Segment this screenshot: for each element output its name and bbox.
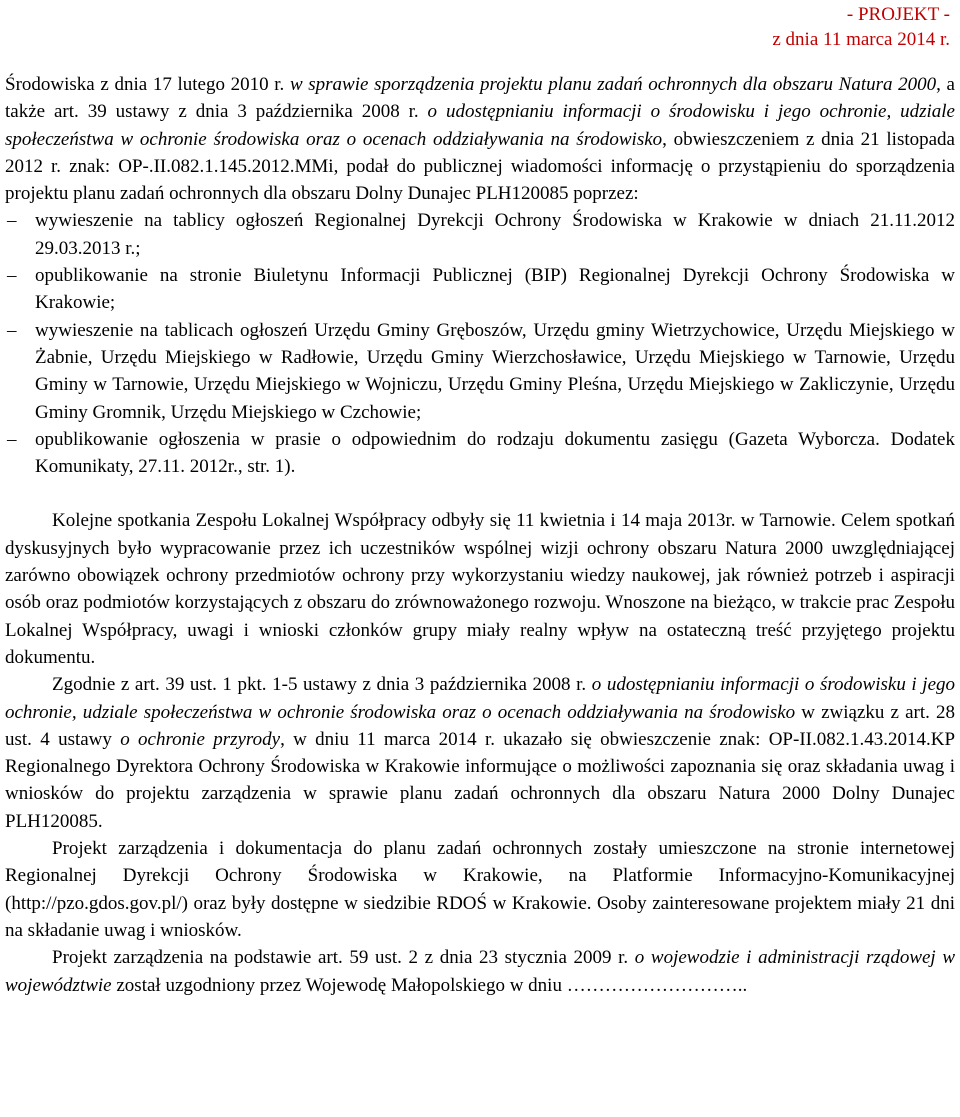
law-text-1: Zgodnie z art. 39 ust. 1 pkt. 1-5 ustawy z dnia 3 października 2008 r. xyxy=(52,674,592,696)
law-italic-1: o udostępnianiu informacji o środowisku i jego ochronie, udziale społeczeństwa w ochronie środowiska oraz o ocenach oddziaływania na środowisko xyxy=(5,674,955,723)
list-item-text: opublikowanie ogłoszenia w prasie o odpowiednim do rodzaju dokumentu zasięgu (Gazeta Wyborcza. Dodatek Komunikaty, 27.11. 2012r., str. 1). xyxy=(35,428,955,478)
dash-marker: – xyxy=(7,265,17,287)
paragraph-spacer xyxy=(5,480,955,507)
agreement-text-2: został uzgodniony przez Wojewodę Małopolskiego w dniu xyxy=(111,974,567,996)
law-italic-2: o ochronie przyrody xyxy=(120,728,281,750)
project-status-label: - PROJEKT - xyxy=(846,4,950,25)
list-item-text: opublikowanie na stronie Biuletynu Informacji Publicznej (BIP) Regionalnej Dyrekcji Ochrony Środowiska w Krakowie; xyxy=(35,265,955,314)
list-item xyxy=(5,426,955,481)
list-item-text: wywieszenie na tablicach ogłoszeń Urzędu Gminy Gręboszów, Urzędu gminy Wietrzychowice, Urzędu Miejskiego w Żabnie, Urzędu Miejskiego w Radłowie, Urzędu Gminy Wierzchosławice, Urzędu Miejskiego w Tarnowie, Urzędu Gminy w Tarnowie, Urzędu Miejskiego w Wojniczu, Urzędu Gminy Pleśna, Urzędu Miejskiego w Zakliczynie, Urzędu Gminy Gromnik, Urzędu Miejskiego w Czchowie; xyxy=(35,319,955,423)
document-header xyxy=(772,2,950,52)
list-item xyxy=(5,207,955,262)
dash-marker: – xyxy=(7,210,17,232)
document-body xyxy=(5,71,955,999)
project-date-label: z dnia 11 marca 2014 r. xyxy=(772,29,950,50)
intro-paragraph xyxy=(5,71,955,207)
law-text-3: , w dniu 11 marca 2014 r. ukazało się obwieszczenie znak: OP-II.082.1.43.2014.KP Regionalnego Dyrektora Ochrony Środowiska w Krakowie informujące o możliwości zapoznania się oraz składania uwag i wniosków do projektu zarządzenia w sprawie planu zadań ochronnych dla obszaru Natura 2000 Dolny Dunajec PLH120085. xyxy=(5,728,956,832)
intro-italic-1: w sprawie sporządzenia projektu planu zadań ochronnych dla obszaru Natura 2000 xyxy=(289,74,937,95)
announcement-list xyxy=(5,207,955,480)
intro-italic-2: o udostępnianiu informacji o środowisku i jego ochronie, udziale społeczeństwa w ochronie środowiska oraz o ocenach oddziaływania na środowisko xyxy=(5,101,955,150)
dash-marker: – xyxy=(7,319,17,341)
agreement-date-placeholder: ……………………….. xyxy=(566,974,748,996)
law-paragraph xyxy=(5,671,955,835)
agreement-italic-1: o wojewodzie i administracji rządowej w województwie xyxy=(5,947,955,996)
meetings-paragraph: Kolejne spotkania Zespołu Lokalnej Współpracy odbyły się 11 kwietnia i 14 maja 2013r. w Tarnowie. Celem spotkań dyskusyjnych było wypracowanie przez ich uczestników wspólnej wizji ochrony obszaru Natura 2000 uwzględniającej zarówno obowiązek ochrony przedmiotów ochrony przy wykorzystaniu wiedzy naukowej, jak również potrzeb i aspiracji osób oraz podmiotów korzystających z obszaru do zrównoważonego rozwoju. Wnoszone na bieżąco, w trakcie prac Zespołu Lokalnej Współpracy, uwagi i wnioski członków grupy miały realny wpływ na ostateczną treść przyjętego projektu dokumentu. xyxy=(5,510,955,668)
list-item xyxy=(5,317,955,426)
law-text-2: w związku z art. 28 ust. 4 ustawy xyxy=(5,701,955,750)
list-item xyxy=(5,262,955,317)
agreement-text-1: Projekt zarządzenia na podstawie art. 59 ust. 2 z dnia 23 stycznia 2009 r. xyxy=(52,947,635,969)
intro-text-3: , obwieszczeniem z dnia 21 listopada 2012 r. znak: OP-.II.082.1.145.2012.MMi, podał do publicznej wiadomości informację o przystąpieniu do sporządzenia projektu planu zadań ochronnych dla obszaru Dolny Dunajec PLH120085 poprzez: xyxy=(5,128,955,205)
intro-text-1: Środowiska z dnia 17 lutego 2010 r. xyxy=(5,74,290,95)
list-item-text: wywieszenie na tablicy ogłoszeń Regionalnej Dyrekcji Ochrony Środowiska w Krakowie w dniach 21.11.2012 29.03.2013 r.; xyxy=(35,210,955,259)
intro-text-2: , a także art. 39 ustawy z dnia 3 października 2008 r. xyxy=(5,74,955,123)
dash-marker: – xyxy=(7,428,17,450)
agreement-paragraph xyxy=(5,944,955,999)
publication-paragraph: Projekt zarządzenia i dokumentacja do planu zadań ochronnych zostały umieszczone na stronie internetowej Regionalnej Dyrekcji Ochrony Środowiska w Krakowie, na Platformie Informacyjno-Komunikacyjnej (http://pzo.gdos.gov.pl/) oraz były dostępne w siedzibie RDOŚ w Krakowie. Osoby zainteresowane projektem miały 21 dni na składanie uwag i wniosków. xyxy=(5,838,955,941)
